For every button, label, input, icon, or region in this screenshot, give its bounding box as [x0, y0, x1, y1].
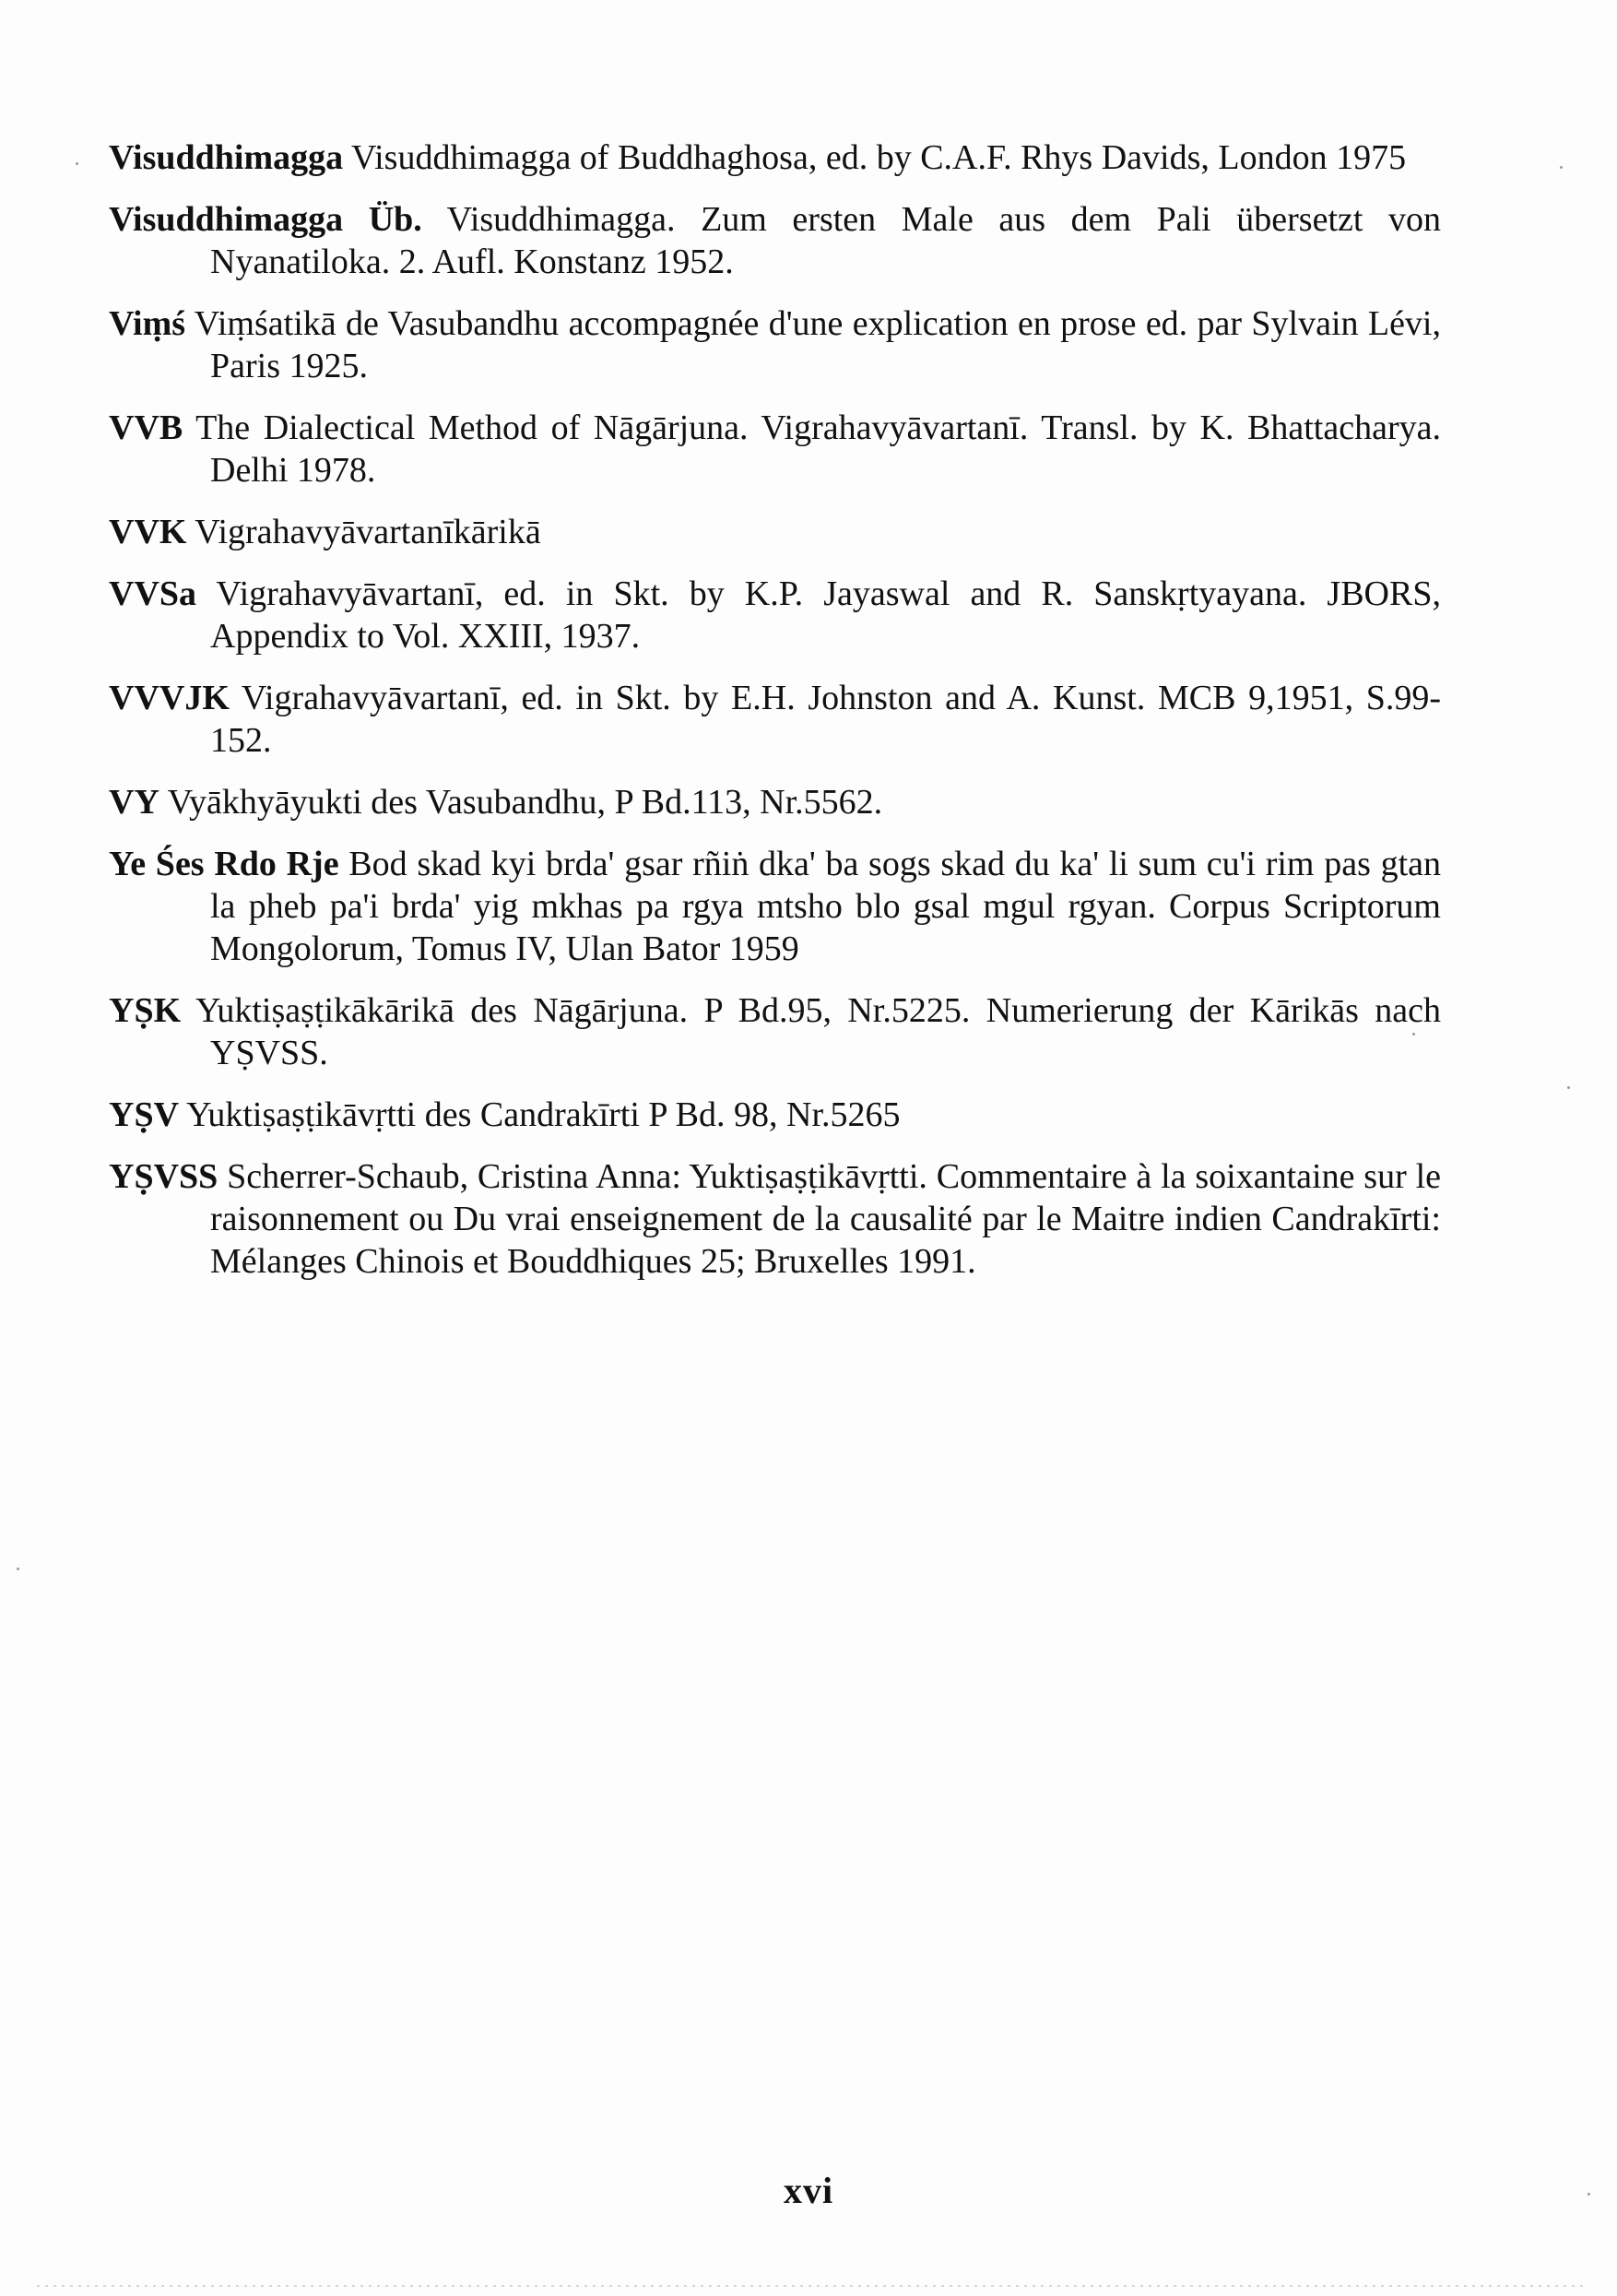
entry-ysk: [109, 989, 1441, 1074]
entry-abbreviation: Visuddhimagga: [109, 138, 344, 177]
scan-speck: [17, 1568, 19, 1570]
entry-abbreviation: VVSa: [109, 574, 197, 613]
entry-abbreviation: VVB: [109, 408, 183, 447]
entry-text: Yuktiṣaṣṭikākārikā des Nāgārjuna. P Bd.95, Nr.5225. Numerierung der Kārikās nach YṢVSS.: [195, 991, 1441, 1072]
entry-vvk: [109, 511, 1441, 553]
entry-abbreviation: Viṃś: [109, 304, 186, 343]
entry-text: Scherrer-Schaub, Cristina Anna: Yuktiṣaṣṭikāvṛtti. Commentaire à la soixantaine sur le raisonnement ou Du vrai enseignement de la causalité par le Maitre indien Candrakīrti: Mélanges Chinois et Bouddhiques 25; Bruxelles 1991.: [210, 1157, 1441, 1281]
scan-speck: [1412, 1033, 1415, 1036]
page-number: xvi: [783, 2170, 834, 2211]
entry-abbreviation: Ye Śes Rdo Rje: [109, 845, 339, 883]
entry-abbreviation: VVVJK: [109, 679, 230, 717]
entry-ye-ses-rdo-rje: [109, 843, 1441, 970]
entry-visuddhimagga: [109, 136, 1441, 179]
entry-vvsa: [109, 573, 1441, 657]
entry-abbreviation: YṢK: [109, 991, 182, 1030]
scan-edge-noise: [37, 2285, 1586, 2287]
entry-abbreviation: YṢVSS: [109, 1157, 218, 1196]
entry-abbreviation: VY: [109, 783, 159, 822]
entry-vy: [109, 781, 1441, 823]
scan-speck: [1560, 166, 1563, 169]
abbreviation-list: [109, 136, 1441, 1302]
entry-abbreviation: YṢV: [109, 1095, 180, 1134]
entry-text: Visuddhimagga of Buddhaghosa, ed. by C.A.F. Rhys Davids, London 1975: [350, 138, 1407, 177]
entry-vims: [109, 302, 1441, 387]
entry-text: Viṃśatikā de Vasubandhu accompagnée d'une explication en prose ed. par Sylvain Lévi, Paris 1925.: [194, 304, 1441, 385]
entry-abbreviation: VVK: [109, 513, 187, 551]
entry-text: Vigrahavyāvartanī, ed. in Skt. by K.P. Jayaswal and R. Sanskṛtyayana. JBORS, Appendix to Vol. XXIII, 1937.: [210, 574, 1441, 656]
entry-vvb: [109, 407, 1441, 491]
entry-text: The Dialectical Method of Nāgārjuna. Vigrahavyāvartanī. Transl. by K. Bhattacharya. Delhi 1978.: [195, 408, 1441, 490]
entry-ysv: [109, 1094, 1441, 1136]
entry-visuddhimagga-ub: [109, 198, 1441, 283]
entry-vvvjk: [109, 677, 1441, 762]
entry-text: Vigrahavyāvartanī, ed. in Skt. by E.H. Johnston and A. Kunst. MCB 9,1951, S.99-152.: [210, 679, 1441, 760]
scan-speck: [1567, 1086, 1570, 1089]
entry-text: Bod skad kyi brda' gsar rñiṅ dka' ba sogs skad du ka' li sum cu'i rim pas gtan la pheb pa'i brda' yig mkhas pa rgya mtsho blo gsal mgul rgyan. Corpus Scriptorum Mongolorum, Tomus IV, Ulan Bator 1959: [210, 845, 1441, 968]
entry-text: Vigrahavyāvartanīkārikā: [195, 513, 541, 551]
entry-text: Vyākhyāyukti des Vasubandhu, P Bd.113, Nr.5562.: [167, 783, 883, 822]
scan-speck: [76, 162, 78, 165]
entry-text: Visuddhimagga. Zum ersten Male aus dem Pali übersetzt von Nyanatiloka. 2. Aufl. Konstanz 1952.: [210, 200, 1441, 281]
entry-text: Yuktiṣaṣṭikāvṛtti des Candrakīrti P Bd. 98, Nr.5265: [186, 1095, 901, 1134]
scan-speck: [1587, 2193, 1590, 2195]
entry-ysvss: [109, 1155, 1441, 1283]
entry-abbreviation: Visuddhimagga Üb.: [109, 200, 422, 239]
